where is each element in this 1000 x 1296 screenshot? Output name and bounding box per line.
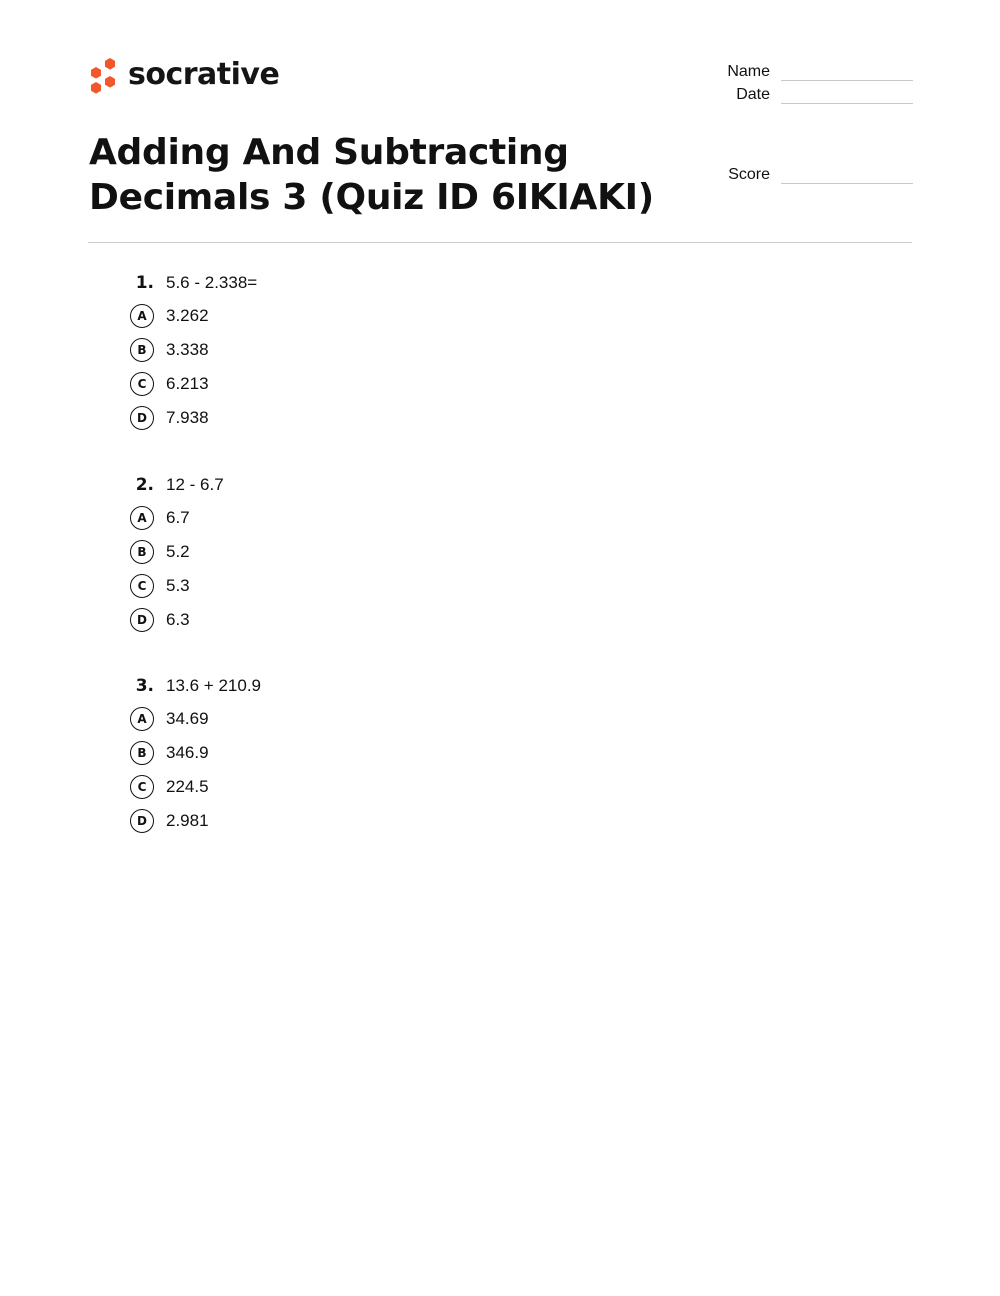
- answer-option-a[interactable]: [130, 303, 630, 329]
- answer-bubble[interactable]: D: [130, 809, 154, 833]
- answer-bubble[interactable]: A: [130, 707, 154, 731]
- answer-bubble[interactable]: C: [130, 775, 154, 799]
- answer-text: 3.262: [166, 306, 209, 325]
- question-1: [130, 271, 630, 439]
- answer-option-d[interactable]: [130, 405, 630, 431]
- question-number: 2.: [135, 475, 154, 495]
- score-label: Score: [728, 166, 770, 183]
- question-text: 13.6 + 210.9: [166, 676, 262, 695]
- question-2: [130, 473, 630, 641]
- answer-option-d[interactable]: [130, 607, 630, 633]
- brand-name: socrative: [128, 57, 280, 92]
- answer-list: [130, 706, 630, 834]
- score-field: [680, 165, 913, 185]
- name-line: [781, 79, 913, 81]
- question-number: 3.: [135, 676, 154, 696]
- answer-bubble[interactable]: D: [130, 406, 154, 430]
- answer-text: 6.7: [166, 508, 190, 527]
- question-header: [130, 271, 630, 295]
- answer-option-b[interactable]: [130, 539, 630, 565]
- score-line: [781, 182, 913, 184]
- answer-option-a[interactable]: [130, 505, 630, 531]
- answer-option-b[interactable]: [130, 740, 630, 766]
- answer-option-c[interactable]: [130, 371, 630, 397]
- answer-text: 6.3: [166, 610, 190, 629]
- answer-bubble[interactable]: B: [130, 540, 154, 564]
- answer-list: [130, 303, 630, 431]
- answer-text: 346.9: [166, 743, 209, 762]
- answer-text: 5.3: [166, 576, 190, 595]
- answer-text: 34.69: [166, 709, 209, 728]
- question-text: 12 - 6.7: [166, 475, 224, 494]
- header-divider: [88, 242, 912, 243]
- page-title: Adding And Subtracting Decimals 3 (Quiz ID 6IKIAKI): [89, 132, 654, 218]
- answer-option-d[interactable]: [130, 808, 630, 834]
- answer-bubble[interactable]: B: [130, 741, 154, 765]
- question-header: [130, 473, 630, 497]
- answer-option-c[interactable]: [130, 573, 630, 599]
- answer-text: 5.2: [166, 542, 190, 561]
- answer-text: 224.5: [166, 777, 209, 796]
- question-header: [130, 674, 630, 698]
- answer-bubble[interactable]: A: [130, 304, 154, 328]
- answer-option-a[interactable]: [130, 706, 630, 732]
- answer-option-c[interactable]: [130, 774, 630, 800]
- answer-option-b[interactable]: [130, 337, 630, 363]
- question-3: [130, 674, 630, 842]
- answer-text: 2.981: [166, 811, 209, 830]
- date-line: [781, 102, 913, 104]
- name-field: [680, 62, 913, 82]
- answer-list: [130, 505, 630, 633]
- answer-bubble[interactable]: D: [130, 608, 154, 632]
- hexagon-cluster-icon: [88, 56, 118, 94]
- answer-text: 6.213: [166, 374, 209, 393]
- socrative-logo: [88, 56, 279, 94]
- question-number: 1.: [135, 273, 154, 293]
- answer-text: 7.938: [166, 408, 209, 427]
- date-label: Date: [736, 86, 770, 103]
- name-label: Name: [727, 63, 770, 80]
- question-text: 5.6 - 2.338=: [166, 273, 258, 292]
- answer-bubble[interactable]: C: [130, 574, 154, 598]
- answer-text: 3.338: [166, 340, 209, 359]
- date-field: [680, 85, 913, 105]
- answer-bubble[interactable]: A: [130, 506, 154, 530]
- answer-bubble[interactable]: C: [130, 372, 154, 396]
- answer-bubble[interactable]: B: [130, 338, 154, 362]
